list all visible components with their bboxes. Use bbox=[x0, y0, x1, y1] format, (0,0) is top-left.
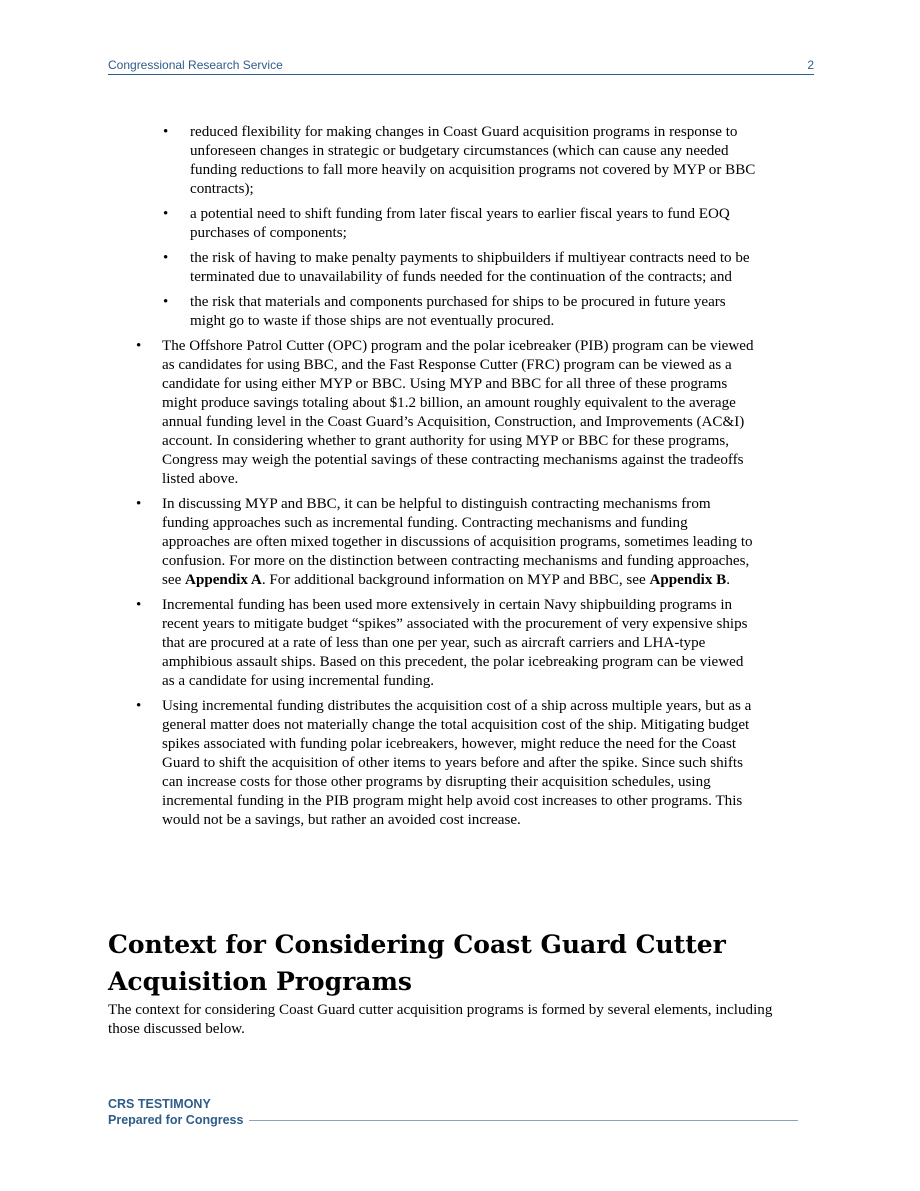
sub-bullet-item bbox=[108, 293, 758, 331]
bullet-text: Using incremental funding distributes the acquisition cost of a ship across multiple years, but as a general matter does not materially change the total acquisition cost of the ship. Mitigating budget spikes associated with funding polar icebreakers, however, might reduce the need for the Coast Guard to shift the acquisition of other items to years before and after the spike. Since such shifts can increase costs for those other programs by disrupting their acquisition schedules, using incremental funding in the PIB program might help avoid cost increases to other programs. This would not be a savings, but rather an avoided cost increase. bbox=[162, 698, 752, 828]
sub-bullet-text: the risk of having to make penalty payments to shipbuilders if multiyear contracts need to be terminated due to unavailability of funds needed for the continuation of the contracts; and bbox=[190, 250, 750, 285]
bullet-marker: • bbox=[163, 124, 169, 140]
page-footer bbox=[108, 1096, 798, 1128]
bullet-marker: • bbox=[136, 597, 142, 613]
bullet-item-opc bbox=[108, 337, 758, 489]
appendix-a-link[interactable]: Appendix A bbox=[185, 572, 262, 588]
bullet-marker: • bbox=[163, 294, 169, 310]
bullet-item-using bbox=[108, 697, 758, 830]
sub-bullet-item bbox=[108, 123, 758, 199]
bullet-marker: • bbox=[163, 250, 169, 266]
bullet-list bbox=[108, 123, 814, 830]
sub-bullet-text: reduced flexibility for making changes in Coast Guard acquisition programs in response to unforeseen changes in strategic or budgetary circumstances (which can cause any needed funding reductions to fall more heavily on acquisition programs not covered by MYP or BBC contracts); bbox=[190, 124, 756, 197]
header-source: Congressional Research Service bbox=[108, 58, 283, 72]
footer-label: CRS TESTIMONY bbox=[108, 1097, 211, 1111]
footer-line bbox=[108, 1112, 798, 1128]
appendix-b-link[interactable]: Appendix B bbox=[649, 572, 727, 588]
sub-bullet-item bbox=[108, 249, 758, 287]
page-number: 2 bbox=[807, 58, 814, 72]
bullet-marker: • bbox=[163, 206, 169, 222]
bullet-text-part: In discussing MYP and BBC, it can be helpful to distinguish contracting mechanisms from funding approaches such as incremental funding. Contracting mechanisms and funding approaches are often mixed together in discussions of acquisition programs, sometimes leading to confusion. For more on the distinction between contracting mechanisms and funding approaches, see bbox=[162, 496, 753, 588]
section-intro: The context for considering Coast Guard cutter acquisition programs is formed by several elements, including those discussed below. bbox=[108, 1002, 773, 1038]
footer-sublabel: Prepared for Congress bbox=[108, 1113, 244, 1127]
sub-bullet-item bbox=[108, 205, 758, 243]
sub-bullet-text: the risk that materials and components purchased for ships to be procured in future years might go to waste if those ships are not eventually procured. bbox=[190, 294, 726, 329]
bullet-marker: • bbox=[136, 338, 142, 354]
bullet-marker: • bbox=[136, 698, 142, 714]
sub-bullet-text: a potential need to shift funding from later fiscal years to earlier fiscal years to fund EOQ purchases of components; bbox=[190, 206, 730, 241]
bullet-text: Incremental funding has been used more extensively in certain Navy shipbuilding programs in recent years to mitigate budget “spikes” associated with the procurement of very expensive ships that are procured at a rate of less than one per year, such as aircraft carriers and LHA-type amphibious assault ships. Based on this precedent, the polar icebreaking program can be viewed as a candidate for using incremental funding. bbox=[162, 597, 748, 689]
bullet-text-part: . bbox=[726, 572, 730, 588]
section-heading: Context for Considering Coast Guard Cutter Acquisition Programs bbox=[108, 929, 726, 996]
bullet-text: The Offshore Patrol Cutter (OPC) program and the polar icebreaker (PIB) program can be viewed as candidates for using BBC, and the Fast Response Cutter (FRC) program can be viewed as a candidate for using either MYP or BBC. Using MYP and BBC for all three of these programs might produce savings totaling about $1.2 billion, an amount roughly equivalent to the average annual funding level in the Coast Guard’s Acquisition, Construction, and Improvements (AC&I) account. In considering whether to grant authority for using MYP or BBC for these programs, Congress may weigh the potential savings of these contracting mechanisms against the tradeoffs listed above. bbox=[162, 338, 754, 487]
sub-bullet-list bbox=[108, 123, 814, 331]
bullet-item-discussing bbox=[108, 495, 758, 590]
bullet-marker: • bbox=[136, 496, 142, 512]
bullet-item-incremental bbox=[108, 596, 758, 691]
footer-divider bbox=[249, 1120, 798, 1121]
bullet-text-part: . For additional background information on MYP and BBC, see bbox=[261, 572, 650, 588]
body-content bbox=[108, 123, 814, 836]
sub-bullet-group bbox=[108, 123, 814, 331]
bullet-text bbox=[162, 496, 753, 588]
page-header bbox=[108, 58, 814, 75]
